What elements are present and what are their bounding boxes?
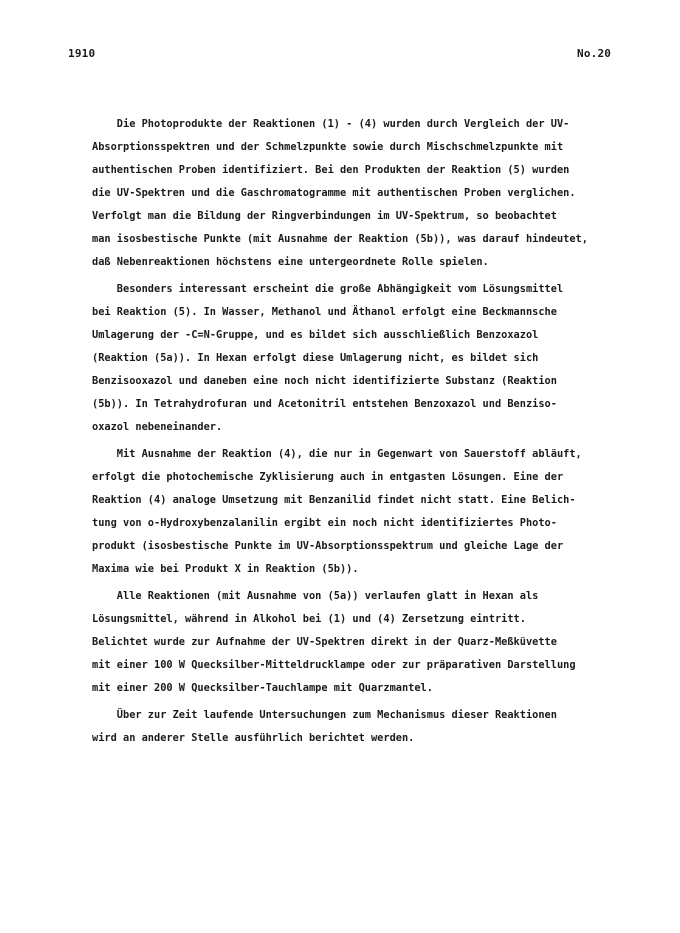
page-header-year: 1910 <box>68 47 96 60</box>
text-line: die UV-Spektren und die Gaschromatogramme mit authentischen Proben verglichen. <box>92 187 576 199</box>
text-line: (5b)). In Tetrahydrofuran und Acetonitril entstehen Benzoxazol und Benziso- <box>92 398 557 410</box>
text-line: Über zur Zeit laufende Untersuchungen zum Mechanismus dieser Reaktionen <box>92 709 557 721</box>
text-line: Verfolgt man die Bildung der Ringverbindungen im UV-Spektrum, so beobachtet <box>92 210 557 222</box>
text-line: Belichtet wurde zur Aufnahme der UV-Spektren direkt in der Quarz-Meßküvette <box>92 636 557 648</box>
text-line: Alle Reaktionen (mit Ausnahme von (5a)) verlaufen glatt in Hexan als <box>92 590 539 602</box>
text-line: man isosbestische Punkte (mit Ausnahme der Reaktion (5b)), was darauf hindeutet, <box>92 233 588 245</box>
text-line: Lösungsmittel, während in Alkohol bei (1) und (4) Zersetzung eintritt. <box>92 613 526 625</box>
text-line: bei Reaktion (5). In Wasser, Methanol und Äthanol erfolgt eine Beckmannsche <box>92 306 557 318</box>
text-line: Absorptionsspektren und der Schmelzpunkte sowie durch Mischschmelzpunkte mit <box>92 141 564 153</box>
text-line: tung von o-Hydroxybenzalanilin ergibt ein noch nicht identifiziertes Photo- <box>92 517 557 529</box>
text-line: Reaktion (4) analoge Umsetzung mit Benzanilid findet nicht statt. Eine Belich- <box>92 494 576 506</box>
text-line: Benzisooxazol und daneben eine noch nicht identifizierte Substanz (Reaktion <box>92 375 557 387</box>
text-line: (Reaktion (5a)). In Hexan erfolgt diese Umlagerung nicht, es bildet sich <box>92 352 539 364</box>
text-line: daß Nebenreaktionen höchstens eine untergeordnete Rolle spielen. <box>92 256 489 268</box>
page-header-number: No.20 <box>577 47 612 60</box>
text-line: authentischen Proben identifiziert. Bei den Produkten der Reaktion (5) wurden <box>92 164 570 176</box>
text-line: Maxima wie bei Produkt X in Reaktion (5b)). <box>92 563 359 575</box>
text-line: oxazol nebeneinander. <box>92 421 223 433</box>
text-line: erfolgt die photochemische Zyklisierung auch in entgasten Lösungen. Eine der <box>92 471 564 483</box>
text-line: mit einer 100 W Quecksilber-Mitteldrucklampe oder zur präparativen Darstellung <box>92 659 576 671</box>
text-line: Die Photoprodukte der Reaktionen (1) - (4) wurden durch Vergleich der UV- <box>92 118 570 130</box>
text-line: wird an anderer Stelle ausführlich berichtet werden. <box>92 732 415 744</box>
text-line: Umlagerung der -C=N-Gruppe, und es bildet sich ausschließlich Benzoxazol <box>92 329 539 341</box>
text-line: produkt (isosbestische Punkte im UV-Absorptionsspektrum und gleiche Lage der <box>92 540 564 552</box>
text-line: mit einer 200 W Quecksilber-Tauchlampe mit Quarzmantel. <box>92 682 433 694</box>
text-line: Mit Ausnahme der Reaktion (4), die nur in Gegenwart von Sauerstoff abläuft, <box>92 448 582 460</box>
text-line: Besonders interessant erscheint die große Abhängigkeit vom Lösungsmittel <box>92 283 564 295</box>
